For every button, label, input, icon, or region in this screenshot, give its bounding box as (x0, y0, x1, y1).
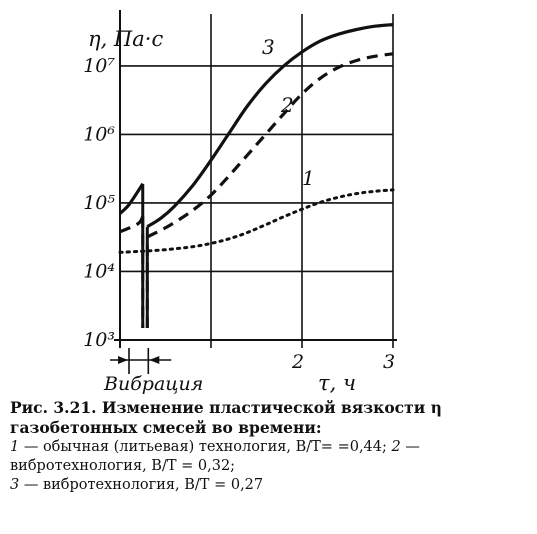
y-tick-label-1: 10³ (83, 329, 115, 351)
x-axis-label: τ, ч (318, 371, 357, 395)
series-1-label: 1 (302, 166, 315, 190)
series-2-label: 2 (281, 93, 294, 117)
x-tick-label-2: 2 (291, 351, 305, 373)
series-group (120, 25, 393, 328)
y-tick-label-5: 10⁷ (83, 54, 115, 77)
y-axis-label: η, Па·с (88, 27, 164, 51)
series-3-line-part-1 (120, 184, 143, 214)
x-tick-label-3: 3 (382, 351, 396, 373)
vibration-arrow-right-icon (118, 356, 128, 364)
caption-legend-3 (10, 476, 530, 495)
grid (120, 14, 393, 348)
vibration-annotation (103, 348, 203, 395)
legend-text-2: — вибротехнология, В/Т = 0,32; (10, 439, 420, 474)
series-2-line-part-2 (147, 54, 393, 237)
legend-number-2: 2 (391, 439, 401, 455)
legend-text-3: — вибротехнология, В/Т = 0,27 (19, 477, 264, 493)
series-3-label: 3 (262, 35, 275, 59)
legend-number-3: 3 (10, 477, 20, 493)
caption-legend-1 (10, 438, 530, 476)
y-tick-label-3: 10⁵ (83, 191, 115, 214)
tick-labels (83, 55, 395, 373)
figure-caption (10, 398, 530, 495)
vibration-arrow-left-icon (149, 356, 159, 364)
vibration-label: Вибрация (104, 373, 204, 395)
series-2-line-part-1 (120, 216, 143, 232)
y-tick-label-2: 10⁴ (83, 260, 115, 283)
legend-text-1: — обычная (литьевая) технология, В/Т= =0,44; (19, 439, 387, 455)
series-1-line-part-1 (120, 190, 393, 253)
legend-number-1: 1 (10, 439, 20, 455)
y-tick-label-4: 10⁶ (83, 123, 115, 146)
caption-title: Рис. 3.21. Изменение пластической вязкости η газобетонных смесей во времени: (10, 398, 442, 437)
